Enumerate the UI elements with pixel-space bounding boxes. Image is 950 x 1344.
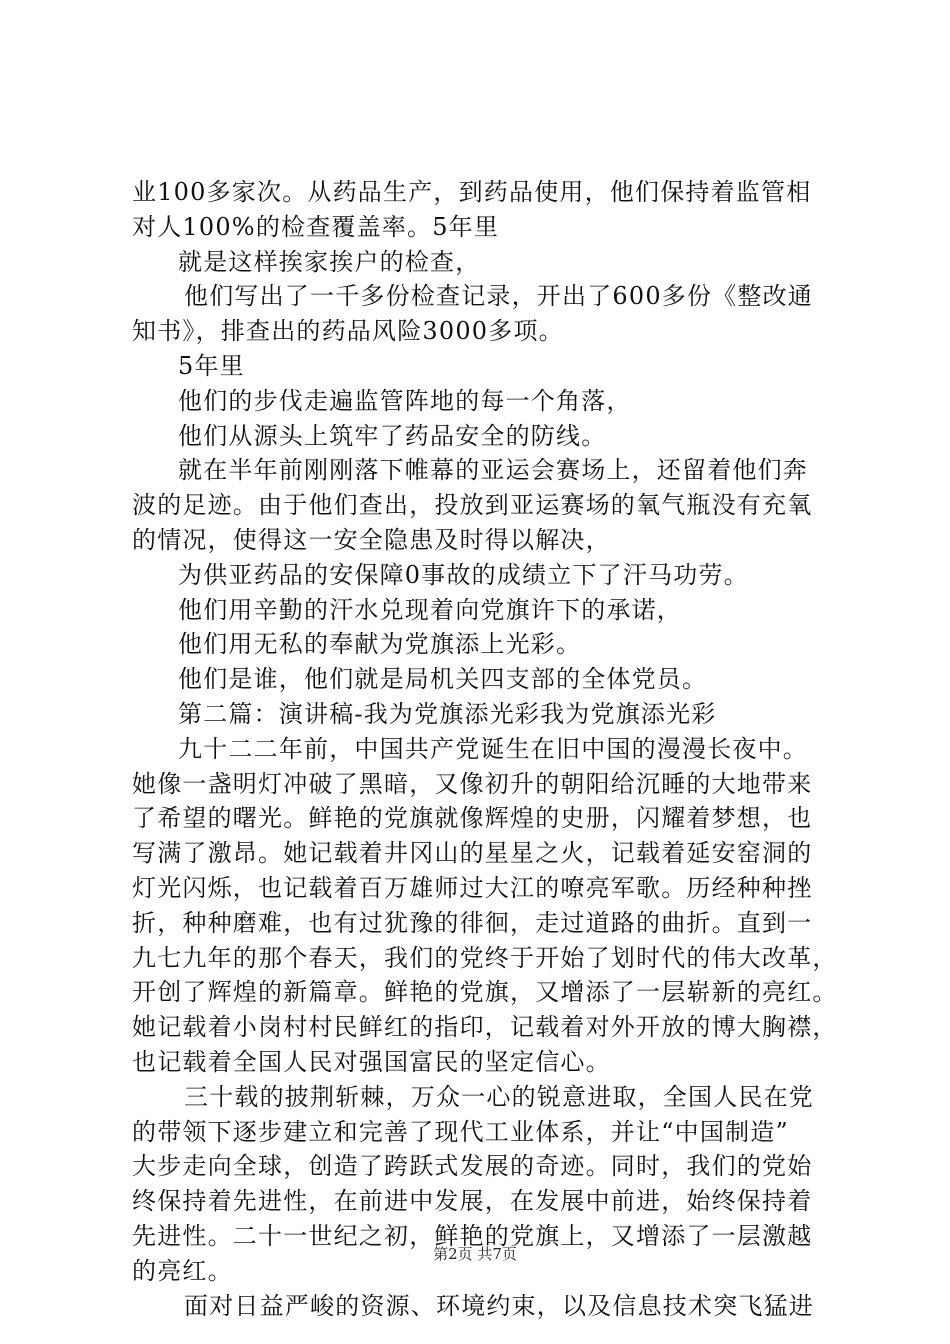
text-line: 他们用无私的奉献为党旗添上光彩。 <box>178 630 582 659</box>
text-line: 她记载着小岗村村民鲜红的指印，记载着对外开放的博大胸襟， <box>132 1013 838 1042</box>
text-line: 开创了辉煌的新篇章。鲜艳的党旗，又增添了一层崭新的亮红。 <box>132 978 838 1007</box>
text-line: 大步走向全球，创造了跨跃式发展的奇迹。同时，我们的党始 <box>132 1152 813 1181</box>
text-line: 面对日益严峻的资源、环境约束，以及信息技术突飞猛进 <box>184 1291 814 1320</box>
text-line: 三十载的披荆斩棘，万众一心的锐意进取，全国人民在党 <box>184 1082 814 1111</box>
text-line: 的亮红。 <box>132 1256 233 1285</box>
text-line: 他们的步伐走遍监管阵地的每一个角落， <box>178 386 632 415</box>
text-line: 她像一盏明灯冲破了黑暗，又像初升的朝阳给沉睡的大地带来 <box>132 769 813 798</box>
text-line: 波的足迹。由于他们查出，投放到亚运赛场的氧气瓶没有充氧 <box>132 491 813 520</box>
text-line: 的情况，使得这一安全隐患及时得以解决， <box>132 525 611 554</box>
text-line: 九十二二年前，中国共产党诞生在旧中国的漫漫长夜中。 <box>178 734 808 763</box>
text-line: 的带领下逐步建立和完善了现代工业体系，并让“中国制造” <box>132 1117 789 1146</box>
text-line: 知书》，排查出的药品风险3000多项。 <box>132 317 564 346</box>
text-line: 灯光闪烁，也记载着百万雄师过大江的嘹亮军歌。历经种种挫 <box>132 873 813 902</box>
text-line: 对人100%的检查覆盖率。5年里 <box>132 212 500 241</box>
text-line: 也记载着全国人民对强国富民的坚定信心。 <box>132 1047 611 1076</box>
section-heading: 第二篇：演讲稿-我为党旗添光彩我为党旗添光彩 <box>178 699 717 728</box>
text-line: 就在半年前刚刚落下帷幕的亚运会赛场上，还留着他们奔 <box>178 456 808 485</box>
text-line: 5年里 <box>178 351 245 380</box>
text-line: 为供亚药品的安保障0事故的成绩立下了汗马功劳。 <box>178 560 749 589</box>
text-line: 他们用辛勤的汗水兑现着向党旗许下的承诺， <box>178 595 682 624</box>
text-line: 终保持着先进性，在前进中发展，在发展中前进，始终保持着 <box>132 1187 813 1216</box>
text-line: 业100多家次。从药品生产，到药品使用，他们保持着监管相 <box>132 178 812 206</box>
text-line: 他们是谁，他们就是局机关四支部的全体党员。 <box>178 665 708 694</box>
text-line: 他们写出了一千多份检查记录，开出了600多份《整改通 <box>184 282 814 311</box>
text-line: 就是这样挨家挨户的检查， <box>178 247 481 276</box>
text-line: 折，种种磨难，也有过犹豫的徘徊，走过道路的曲折。直到一 <box>132 908 813 937</box>
page-number-footer: 第2页 共7页 <box>433 1245 517 1263</box>
document-body <box>132 175 838 1323</box>
text-line: 先进性。二十一世纪之初，鲜艳的党旗上，又增添了一层激越 <box>132 1221 813 1250</box>
text-line: 九七九年的那个春天，我们的党终于开始了划时代的伟大改革， <box>132 943 838 972</box>
text-line: 他们从源头上筑牢了药品安全的防线。 <box>178 421 607 450</box>
text-line: 写满了激昂。她记载着井冈山的星星之火，记载着延安窑洞的 <box>132 839 813 868</box>
text-line: 了希望的曙光。鲜艳的党旗就像辉煌的史册，闪耀着梦想，也 <box>132 804 813 833</box>
